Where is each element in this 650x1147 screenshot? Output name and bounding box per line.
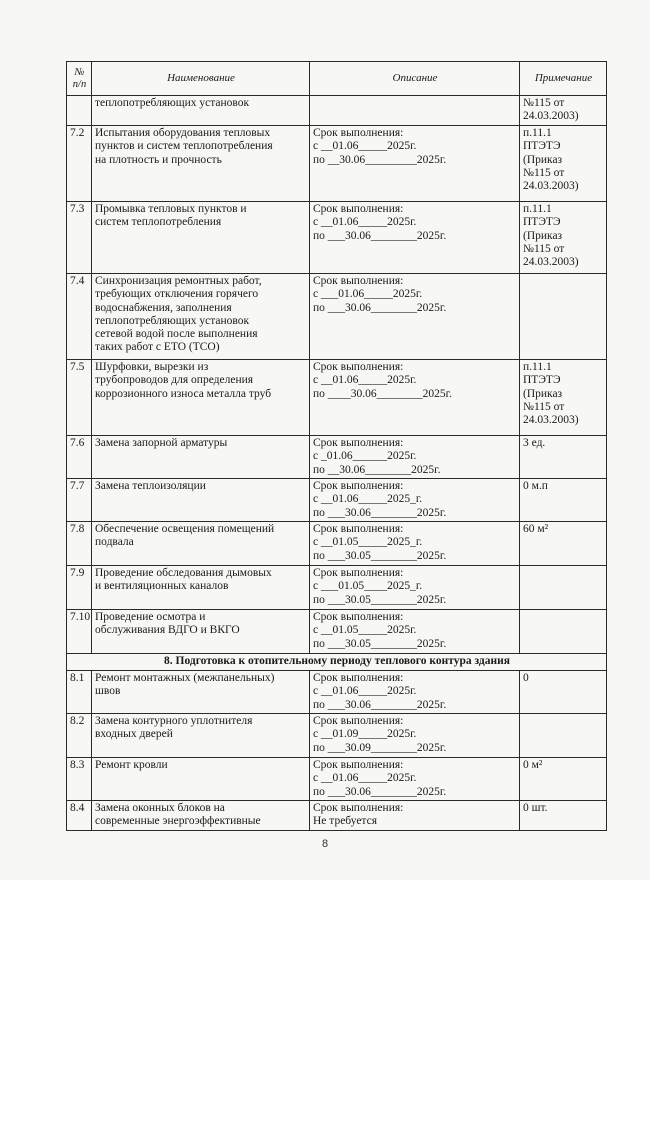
item-name-line: на плотность и прочность <box>95 153 222 166</box>
item-number: 8.3 <box>67 758 92 801</box>
item-note-line: 24.03.2003) <box>523 414 579 427</box>
item-note-cell <box>520 436 607 479</box>
item-description-cell <box>310 566 520 610</box>
item-description-cell <box>310 274 520 360</box>
item-number: 8.1 <box>67 671 92 714</box>
item-note-cell <box>520 96 607 126</box>
item-note-line: №115 от <box>523 242 565 255</box>
item-name-cell <box>92 479 310 522</box>
item-name-cell <box>92 714 310 758</box>
item-note-cell <box>520 610 607 654</box>
item-description-line: Срок выполнения: <box>313 275 404 287</box>
item-description-line: Срок выполнения: <box>313 759 404 771</box>
item-note-line: (Приказ <box>523 153 563 166</box>
item-name-cell <box>92 360 310 436</box>
item-description-line: по ___30.06________2025г. <box>313 301 447 314</box>
item-description-line: по ___30.05________2025г. <box>313 593 447 606</box>
item-note-cell <box>520 202 607 274</box>
item-description-cell <box>310 436 520 479</box>
item-note-line: 0 м² <box>523 759 543 771</box>
header-name: Наименование <box>92 62 310 96</box>
item-name-cell <box>92 202 310 274</box>
table-row <box>67 274 607 360</box>
section-title: 8. Подготовка к отопительному периоду теплового контура здания <box>67 654 607 671</box>
item-number: 7.10 <box>67 610 92 654</box>
item-note-line: №115 от <box>523 97 565 109</box>
item-name-line: Обеспечение освещения помещений <box>95 523 275 535</box>
table-row <box>67 202 607 274</box>
item-note-line: п.11.1 <box>523 361 552 373</box>
item-name-line: Шурфовки, вырезки из <box>95 361 209 373</box>
item-number: 7.2 <box>67 126 92 202</box>
item-name-line: Синхронизация ремонтных работ, <box>95 275 262 287</box>
item-note-line: (Приказ <box>523 387 563 400</box>
item-description-line: по ___30.06________2025г. <box>313 698 447 711</box>
item-name-line: коррозионного износа металла труб <box>95 387 272 400</box>
item-description-line: Срок выполнения: <box>313 802 404 814</box>
item-number: 7.7 <box>67 479 92 522</box>
item-note-cell <box>520 566 607 610</box>
item-name-cell <box>92 522 310 566</box>
table-row <box>67 758 607 801</box>
item-note-line: ПТЭТЭ <box>523 216 561 229</box>
item-description-line: Срок выполнения: <box>313 567 404 579</box>
item-name-cell <box>92 274 310 360</box>
section-header-row <box>67 654 607 671</box>
item-description-cell <box>310 360 520 436</box>
item-note-cell <box>520 671 607 714</box>
item-description-cell <box>310 522 520 566</box>
item-note-line: 60 м² <box>523 523 549 535</box>
item-description-line: с _01.06______2025г. <box>313 450 417 463</box>
item-note-cell <box>520 758 607 801</box>
item-description-line: Срок выполнения: <box>313 361 404 373</box>
item-note-cell <box>520 274 607 360</box>
item-note-line: 3 ед. <box>523 437 546 449</box>
item-note-line: 0 <box>523 672 529 684</box>
item-description-cell <box>310 96 520 126</box>
item-name-line: трубопроводов для определения <box>95 374 254 387</box>
item-note-cell <box>520 801 607 831</box>
item-description-cell <box>310 714 520 758</box>
item-description-cell <box>310 126 520 202</box>
item-description-line: с __01.06_____2025г. <box>313 374 417 387</box>
item-note-line: (Приказ <box>523 229 563 242</box>
item-description-cell <box>310 202 520 274</box>
item-description-line: по ___30.06________2025г. <box>313 785 447 798</box>
table-row <box>67 126 607 202</box>
item-number: 8.2 <box>67 714 92 758</box>
item-name-line: Замена теплоизоляции <box>95 480 206 492</box>
item-name-cell <box>92 126 310 202</box>
item-name-line: требующих отключения горячего <box>95 288 259 301</box>
item-description-line: Срок выполнения: <box>313 203 404 215</box>
item-name-line: теплопотребляющих установок <box>95 314 250 327</box>
table-row <box>67 96 607 126</box>
item-name-cell <box>92 671 310 714</box>
table-row <box>67 671 607 714</box>
item-number <box>67 96 92 126</box>
item-note-cell <box>520 479 607 522</box>
item-name-cell <box>92 566 310 610</box>
item-name-line: Проведение осмотра и <box>95 611 206 623</box>
item-number: 7.3 <box>67 202 92 274</box>
table-row <box>67 566 607 610</box>
item-description-line: по ___30.05________2025г. <box>313 549 447 562</box>
item-number: 7.4 <box>67 274 92 360</box>
item-description-line: с __01.06_____2025_г. <box>313 493 423 506</box>
item-name-line: Замена оконных блоков на <box>95 802 225 814</box>
item-description-line: Срок выполнения: <box>313 715 404 727</box>
table-row <box>67 436 607 479</box>
item-note-cell <box>520 126 607 202</box>
table-row <box>67 714 607 758</box>
item-description-line: с ___01.06_____2025г. <box>313 288 423 301</box>
item-description-line: Не требуется <box>313 815 377 828</box>
item-note-line: п.11.1 <box>523 127 552 139</box>
item-description-cell <box>310 671 520 714</box>
item-name-line: швов <box>95 685 121 698</box>
item-name-line: Проведение обследования дымовых <box>95 567 272 579</box>
item-description-cell <box>310 610 520 654</box>
item-name-cell <box>92 436 310 479</box>
item-description-line: Срок выполнения: <box>313 672 404 684</box>
item-note-line: 24.03.2003) <box>523 110 579 123</box>
item-description-line: по __30.06_________2025г. <box>313 153 447 166</box>
item-name-line: современные энергоэффективные <box>95 815 261 828</box>
item-description-line: с __01.06_____2025г. <box>313 140 417 153</box>
item-description-line: с __01.05_____2025г. <box>313 624 417 637</box>
item-description-line: с __01.06_____2025г. <box>313 772 417 785</box>
item-name-line: Испытания оборудования тепловых <box>95 127 271 139</box>
item-name-line: сетевой водой после выполнения <box>95 328 258 341</box>
item-note-line: 0 шт. <box>523 802 548 814</box>
item-note-cell <box>520 360 607 436</box>
item-name-line: и вентиляционных каналов <box>95 580 229 593</box>
item-name-cell <box>92 801 310 831</box>
item-note-cell <box>520 522 607 566</box>
item-number: 7.8 <box>67 522 92 566</box>
item-note-line: №115 от <box>523 400 565 413</box>
table-body <box>67 96 607 831</box>
item-name-cell <box>92 610 310 654</box>
item-name-cell <box>92 758 310 801</box>
item-number: 7.9 <box>67 566 92 610</box>
item-description-line: Срок выполнения: <box>313 437 404 449</box>
item-description-line: Срок выполнения: <box>313 611 404 623</box>
item-description-line: Срок выполнения: <box>313 523 404 535</box>
item-name-line: теплопотребляющих установок <box>95 97 250 109</box>
item-note-line: 24.03.2003) <box>523 256 579 269</box>
item-description-line: с __01.05_____2025_г. <box>313 536 423 549</box>
item-number: 8.4 <box>67 801 92 831</box>
header-note: Примечание <box>520 62 607 96</box>
item-name-line: Ремонт кровли <box>95 759 168 771</box>
item-note-line: п.11.1 <box>523 203 552 215</box>
table-row <box>67 610 607 654</box>
item-name-line: Замена контурного уплотнителя <box>95 715 253 727</box>
item-description-cell <box>310 801 520 831</box>
item-number: 7.5 <box>67 360 92 436</box>
item-note-line: ПТЭТЭ <box>523 140 561 153</box>
item-description-line: с ___01.05____2025_г. <box>313 580 423 593</box>
item-name-line: подвала <box>95 536 134 549</box>
table-header-row <box>67 62 607 96</box>
item-name-line: Замена запорной арматуры <box>95 437 228 449</box>
item-number: 7.6 <box>67 436 92 479</box>
item-description-line: с __01.06_____2025г. <box>313 685 417 698</box>
item-description-line: по ____30.06________2025г. <box>313 387 452 400</box>
item-note-line: 0 м.п <box>523 480 548 492</box>
item-description-cell <box>310 479 520 522</box>
item-name-line: Промывка тепловых пунктов и <box>95 203 247 215</box>
item-description-line: по ___30.06________2025г. <box>313 229 447 242</box>
item-name-line: обслуживания ВДГО и ВКГО <box>95 624 240 637</box>
item-name-line: входных дверей <box>95 728 173 741</box>
table-row <box>67 360 607 436</box>
item-name-line: Ремонт монтажных (межпанельных) <box>95 672 275 684</box>
page-number: 8 <box>321 838 329 850</box>
item-description-line: Срок выполнения: <box>313 480 404 492</box>
item-description-line: с __01.06_____2025г. <box>313 216 417 229</box>
item-name-line: пунктов и систем теплопотребления <box>95 140 273 153</box>
item-description-line: по ___30.06________2025г. <box>313 506 447 519</box>
item-name-line: систем теплопотребления <box>95 216 222 229</box>
header-num: № п/п <box>67 62 92 96</box>
header-description: Описание <box>310 62 520 96</box>
item-description-line: с __01.09_____2025г. <box>313 728 417 741</box>
item-description-line: по ___30.09________2025г. <box>313 741 447 754</box>
item-description-cell <box>310 758 520 801</box>
table-row <box>67 522 607 566</box>
item-note-line: ПТЭТЭ <box>523 374 561 387</box>
item-description-line: Срок выполнения: <box>313 127 404 139</box>
item-name-line: водоснабжения, заполнения <box>95 301 232 314</box>
work-schedule-table <box>66 61 607 831</box>
item-description-line: по __30.06________2025г. <box>313 463 441 476</box>
table-row <box>67 479 607 522</box>
item-name-cell <box>92 96 310 126</box>
item-name-line: таких работ с ЕТО (ТСО) <box>95 341 220 354</box>
item-note-cell <box>520 714 607 758</box>
item-description-line: по ___30.05________2025г. <box>313 637 447 650</box>
table-row <box>67 801 607 831</box>
item-note-line: 24.03.2003) <box>523 180 579 193</box>
item-note-line: №115 от <box>523 166 565 179</box>
